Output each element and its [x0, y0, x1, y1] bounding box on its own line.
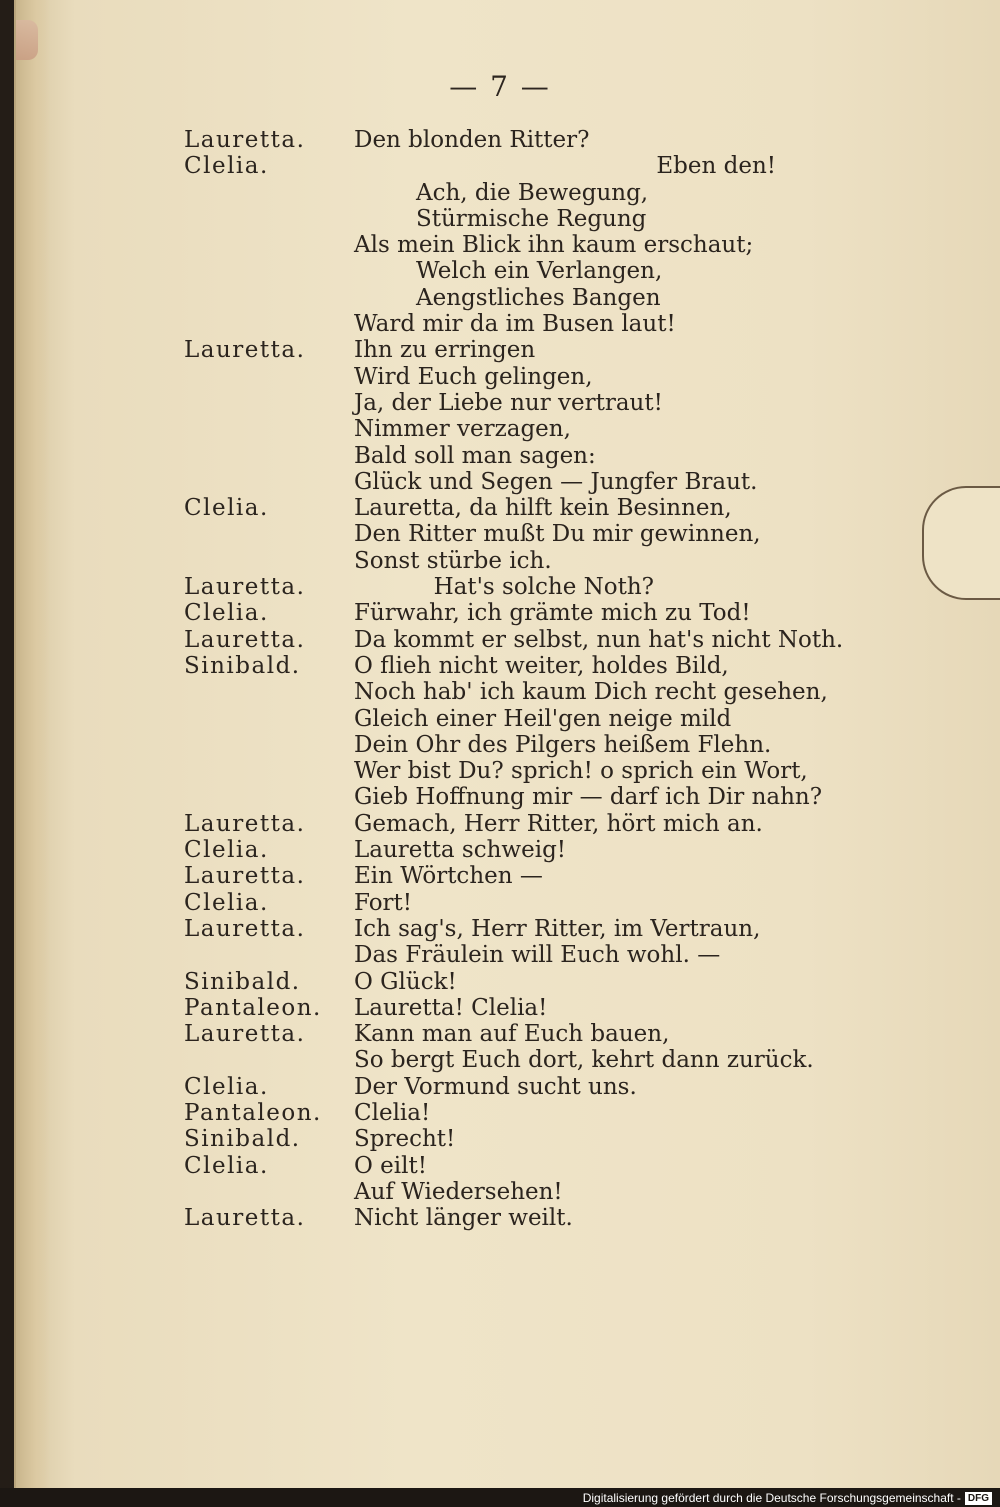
- speaker-name: Clelia.: [184, 889, 269, 916]
- dialogue-line: [184, 1047, 904, 1073]
- speaker-name: Lauretta.: [184, 574, 306, 601]
- dialogue-line: [184, 1153, 904, 1179]
- dialogue-line: [184, 285, 904, 311]
- dialogue-line: [184, 258, 904, 284]
- page-gutter-shadow: [16, 0, 50, 1488]
- dialogue-text: Lauretta schweig!: [354, 837, 567, 864]
- dialogue-line: [184, 127, 904, 153]
- dialogue-text: O eilt!: [354, 1152, 427, 1179]
- dialogue-text: Eben den!: [656, 153, 776, 180]
- speaker-name: Lauretta.: [184, 863, 306, 890]
- speaker-name: Pantaleon.: [184, 1099, 322, 1126]
- dialogue-line: [184, 232, 904, 258]
- dialogue-text: Ich sag's, Herr Ritter, im Vertraun,: [354, 915, 761, 942]
- dialogue-line: [184, 495, 904, 521]
- speaker-name: Clelia.: [184, 837, 269, 864]
- dialogue-text: Wird Euch gelingen,: [354, 363, 593, 390]
- dialogue-line: [184, 679, 904, 705]
- dialogue-line: [184, 180, 904, 206]
- dialogue-text: Ach, die Bewegung,: [416, 179, 649, 206]
- binding-tab: [16, 20, 38, 60]
- dialogue-text: Das Fräulein will Euch wohl. —: [354, 942, 721, 969]
- dialogue-line: [184, 1100, 904, 1126]
- dialogue-text: Wer bist Du? sprich! o sprich ein Wort,: [354, 758, 808, 785]
- dialogue-text: Den blonden Ritter?: [354, 127, 590, 153]
- dialogue-text: Clelia!: [354, 1099, 431, 1126]
- dialogue-line: [184, 206, 904, 232]
- speaker-name: Sinibald.: [184, 652, 301, 679]
- dialogue-text: So bergt Euch dort, kehrt dann zurück.: [354, 1047, 814, 1074]
- dialogue-text: Kann man auf Euch bauen,: [354, 1021, 670, 1048]
- dialogue-line: [184, 627, 904, 653]
- dialogue-line: [184, 942, 904, 968]
- dialogue-line: [184, 653, 904, 679]
- dialogue-text: Auf Wiedersehen!: [354, 1178, 563, 1205]
- dialogue-text: Nimmer verzagen,: [354, 416, 571, 443]
- dialogue-line: [184, 311, 904, 337]
- dialogue-line: [184, 153, 904, 179]
- digitization-credit: [583, 1491, 992, 1505]
- dialogue-text: Dein Ohr des Pilgers heißem Flehn.: [354, 731, 772, 758]
- dialogue-line: [184, 416, 904, 442]
- dialogue-text: Fürwahr, ich grämte mich zu Tod!: [354, 600, 751, 627]
- speaker-name: Clelia.: [184, 1073, 269, 1100]
- dialogue-line: [184, 1074, 904, 1100]
- dialogue-line: [184, 548, 904, 574]
- script-body: [184, 127, 904, 1231]
- dialogue-line: [184, 732, 904, 758]
- dialogue-line: [184, 811, 904, 837]
- dialogue-text: Stürmische Regung: [416, 205, 647, 232]
- dialogue-text: Ihn zu erringen: [354, 337, 536, 364]
- dialogue-line: [184, 995, 904, 1021]
- dialogue-line: [184, 600, 904, 626]
- dialogue-text: Den Ritter mußt Du mir gewinnen,: [354, 521, 761, 548]
- dialogue-text: Ein Wörtchen —: [354, 863, 543, 890]
- footer-bar: [0, 1488, 1000, 1507]
- dialogue-text: Bald soll man sagen:: [354, 442, 596, 469]
- dialogue-text: Gemach, Herr Ritter, hört mich an.: [354, 810, 763, 837]
- dialogue-text: Aengstliches Bangen: [416, 284, 661, 311]
- dialogue-line: [184, 574, 904, 600]
- dialogue-line: [184, 969, 904, 995]
- credit-text: Digitalisierung gefördert durch die Deutsche Forschungsgemeinschaft -: [582, 1490, 961, 1505]
- dialogue-line: [184, 364, 904, 390]
- dialogue-line: [184, 916, 904, 942]
- speaker-name: Clelia.: [184, 600, 269, 627]
- dialogue-text: Hat's solche Noth?: [433, 574, 654, 601]
- speaker-name: Pantaleon.: [184, 994, 322, 1021]
- speaker-name: Lauretta.: [184, 915, 306, 942]
- dialogue-text: Lauretta, da hilft kein Besinnen,: [354, 495, 732, 522]
- dialogue-line: [184, 390, 904, 416]
- dialogue-text: Gieb Hoffnung mir — darf ich Dir nahn?: [354, 784, 823, 811]
- speaker-name: Lauretta.: [184, 127, 306, 153]
- dialogue-line: [184, 1205, 904, 1231]
- speaker-name: Sinibald.: [184, 968, 301, 995]
- speaker-name: Lauretta.: [184, 1021, 306, 1048]
- speaker-name: Lauretta.: [184, 337, 306, 364]
- dialogue-text: Fort!: [354, 889, 413, 916]
- speaker-name: Clelia.: [184, 495, 269, 522]
- dialogue-text: Sprecht!: [354, 1126, 456, 1153]
- dialogue-line: [184, 443, 904, 469]
- speaker-name: Sinibald.: [184, 1126, 301, 1153]
- dialogue-line: [184, 1179, 904, 1205]
- dialogue-text: Glück und Segen — Jungfer Braut.: [354, 468, 758, 495]
- speaker-name: Clelia.: [184, 153, 269, 180]
- page-tab-cutout: [922, 486, 1000, 600]
- dialogue-line: [184, 469, 904, 495]
- dialogue-text: Gleich einer Heil'gen neige mild: [354, 705, 732, 732]
- dialogue-line: [184, 337, 904, 363]
- dialogue-line: [184, 758, 904, 784]
- dialogue-line: [184, 521, 904, 547]
- dialogue-line: [184, 1021, 904, 1047]
- dialogue-text: Welch ein Verlangen,: [416, 258, 663, 285]
- page-number: — 7 —: [449, 70, 551, 103]
- dialogue-text: O flieh nicht weiter, holdes Bild,: [354, 652, 729, 679]
- speaker-name: Clelia.: [184, 1152, 269, 1179]
- dialogue-line: [184, 706, 904, 732]
- dialogue-text: O Glück!: [354, 968, 457, 995]
- dialogue-line: [184, 784, 904, 810]
- speaker-name: Lauretta.: [184, 1205, 306, 1232]
- dialogue-line: [184, 863, 904, 889]
- dialogue-text: Lauretta! Clelia!: [354, 994, 548, 1021]
- dialogue-text: Ward mir da im Busen laut!: [354, 311, 676, 338]
- dialogue-line: [184, 837, 904, 863]
- dialogue-text: Ja, der Liebe nur vertraut!: [354, 389, 663, 416]
- dialogue-line: [184, 890, 904, 916]
- speaker-name: Lauretta.: [184, 626, 306, 653]
- dialogue-line: [184, 1126, 904, 1152]
- dialogue-text: Sonst stürbe ich.: [354, 547, 552, 574]
- dialogue-text: Der Vormund sucht uns.: [354, 1073, 637, 1100]
- dialogue-text: Als mein Blick ihn kaum erschaut;: [354, 232, 754, 259]
- dfg-logo: DFG: [965, 1492, 992, 1505]
- dialogue-text: Da kommt er selbst, nun hat's nicht Noth.: [354, 626, 844, 653]
- dialogue-text: Nicht länger weilt.: [354, 1205, 573, 1232]
- speaker-name: Lauretta.: [184, 810, 306, 837]
- dialogue-text: Noch hab' ich kaum Dich recht gesehen,: [354, 679, 828, 706]
